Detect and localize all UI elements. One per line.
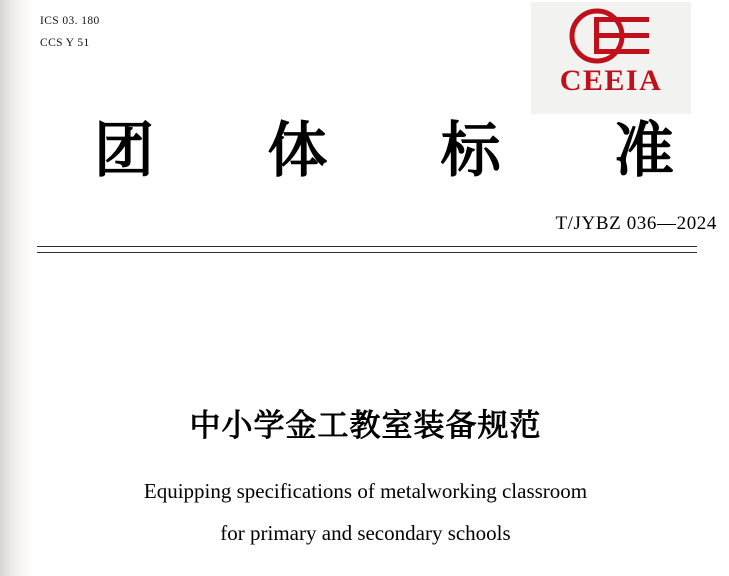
document-cover-page bbox=[34, 0, 729, 576]
standard-type-char-3: 标 bbox=[440, 116, 501, 186]
ceeia-logo-text: CEEIA bbox=[559, 64, 663, 97]
document-title-english-line2: for primary and secondary schools bbox=[220, 521, 511, 545]
ccs-code: CCS Y 51 bbox=[40, 37, 90, 49]
ceeia-logo bbox=[531, 2, 691, 114]
page-edge-shading bbox=[0, 0, 34, 576]
document-title-english-line1: Equipping specifications of metalworking classroom bbox=[143, 479, 588, 503]
standard-number: T/JYBZ 036—2024 bbox=[555, 213, 717, 234]
divider-rule-bottom bbox=[37, 252, 697, 253]
document-title-chinese: 中小学金工教室装备规范 bbox=[189, 408, 542, 444]
document-title-english bbox=[34, 470, 697, 554]
ics-code: ICS 03. 180 bbox=[40, 15, 100, 27]
classification-codes bbox=[40, 10, 100, 54]
standard-type-title bbox=[94, 118, 674, 184]
ceeia-e-mark-icon bbox=[567, 7, 653, 65]
standard-type-char-4: 准 bbox=[613, 116, 674, 186]
standard-type-char-2: 体 bbox=[267, 116, 328, 186]
standard-type-char-1: 团 bbox=[94, 116, 154, 186]
divider-rule-top bbox=[37, 246, 697, 247]
